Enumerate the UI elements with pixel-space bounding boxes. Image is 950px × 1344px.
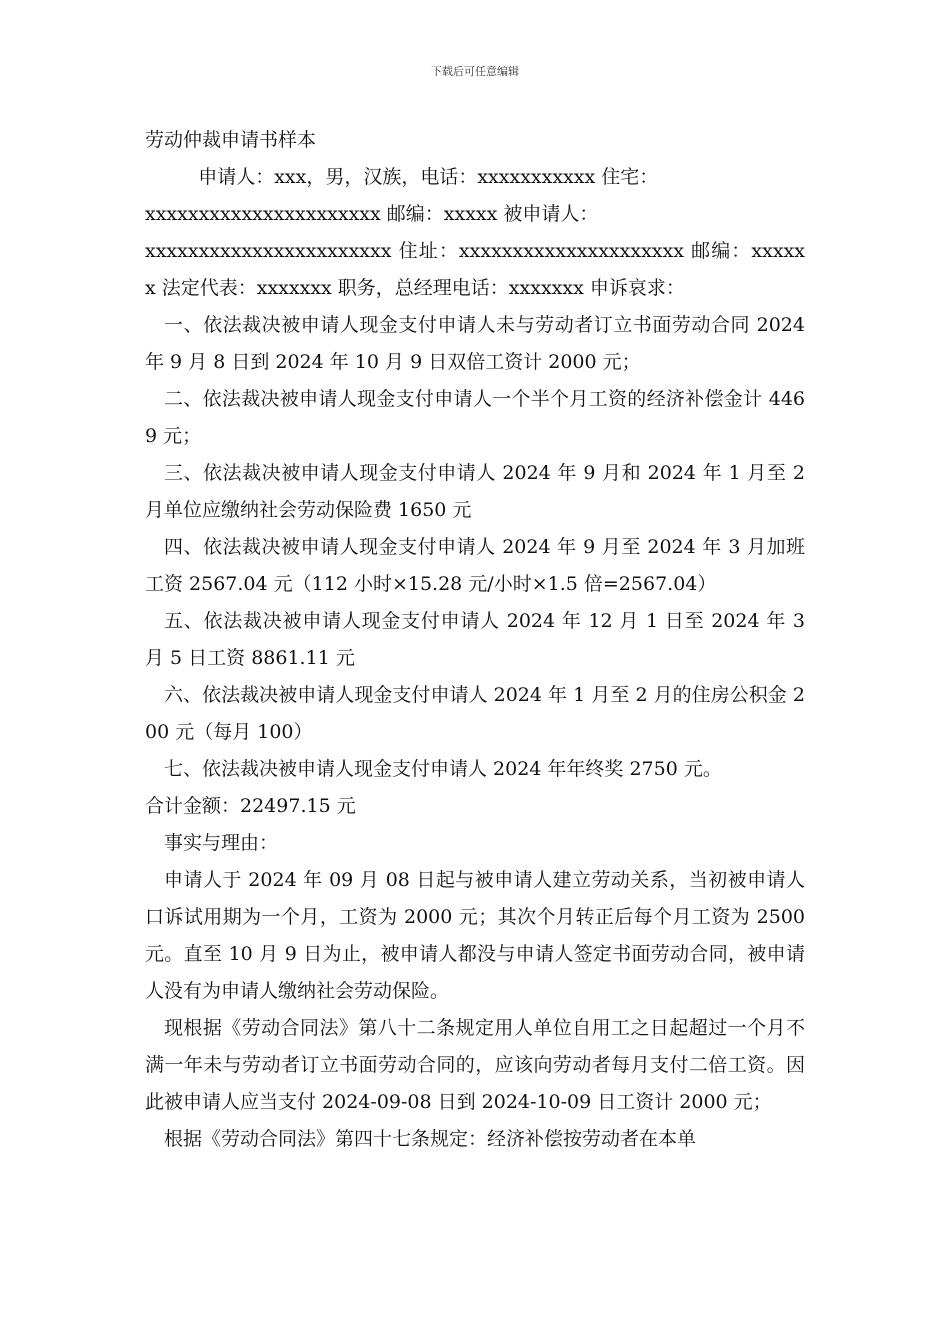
claim-item-7: 七、依法裁决被申请人现金支付申请人 2024 年年终奖 2750 元。 [164,758,722,780]
party-info-line-2: xxxxxxxxxxxxxxxxxxxxxx 邮编：xxxxx 被申请人： [145,203,599,225]
claim-item-1: 一、依法裁决被申请人现金支付申请人未与劳动者订立书面劳动合同 2024 年 9 月 8 日到 2024 年 10 月 9 日双倍工资计 2000 元； [145,314,805,373]
claims-total: 合计金额：22497.15 元 [145,795,356,817]
party-info-line-3: xxxxxxxxxxxxxxxxxxxxxxx 住址：xxxxxxxxxxxxxxxxxxxxx 邮编：xxxxxx 法定代表：xxxxxxx 职务，总经理电话：xxxxxxx 申诉哀求： [145,240,805,299]
facts-paragraph-1: 申请人于 2024 年 09 月 08 日起与被申请人建立劳动关系，当初被申请人口诉试用期为一个月，工资为 2000 元；其次个月转正后每个月工资为 2500 元。直至 10 月 9 日为止，被申请人都没与申请人签定书面劳动合同，被申请人没有为申请人缴纳社会劳动保险。 [145,869,805,1002]
facts-paragraph-3: 根据《劳动合同法》第四十七条规定：经济补偿按劳动者在本单 [164,1128,697,1150]
claim-item-3: 三、依法裁决被申请人现金支付申请人 2024 年 9 月和 2024 年 1 月至 2 月单位应缴纳社会劳动保险费 1650 元 [145,462,805,521]
document-body [145,122,805,1158]
claim-item-6: 六、依法裁决被申请人现金支付申请人 2024 年 1 月至 2 月的住房公积金 200 元（每月 100） [145,684,805,743]
claim-item-4: 四、依法裁决被申请人现金支付申请人 2024 年 9 月至 2024 年 3 月加班工资 2567.04 元（112 小时×15.28 元/小时×1.5 倍=2567.04） [145,536,805,595]
document-title: 劳动仲裁申请书样本 [145,129,317,151]
page-header-note: 下载后可任意编辑 [431,65,519,78]
facts-heading: 事实与理由： [164,832,279,854]
party-info-line-1: 申请人：xxx，男，汉族，电话：xxxxxxxxxxx 住宅： [198,166,659,188]
claim-item-5: 五、依法裁决被申请人现金支付申请人 2024 年 12 月 1 日至 2024 年 3 月 5 日工资 8861.11 元 [145,610,805,669]
facts-paragraph-2: 现根据《劳动合同法》第八十二条规定用人单位自用工之日起超过一个月不满一年未与劳动者订立书面劳动合同的，应该向劳动者每月支付二倍工资。因此被申请人应当支付 2024-09-08 日到 2024-10-09 日工资计 2000 元； [145,1017,805,1113]
claim-item-2: 二、依法裁决被申请人现金支付申请人一个半个月工资的经济补偿金计 4469 元； [145,388,805,447]
